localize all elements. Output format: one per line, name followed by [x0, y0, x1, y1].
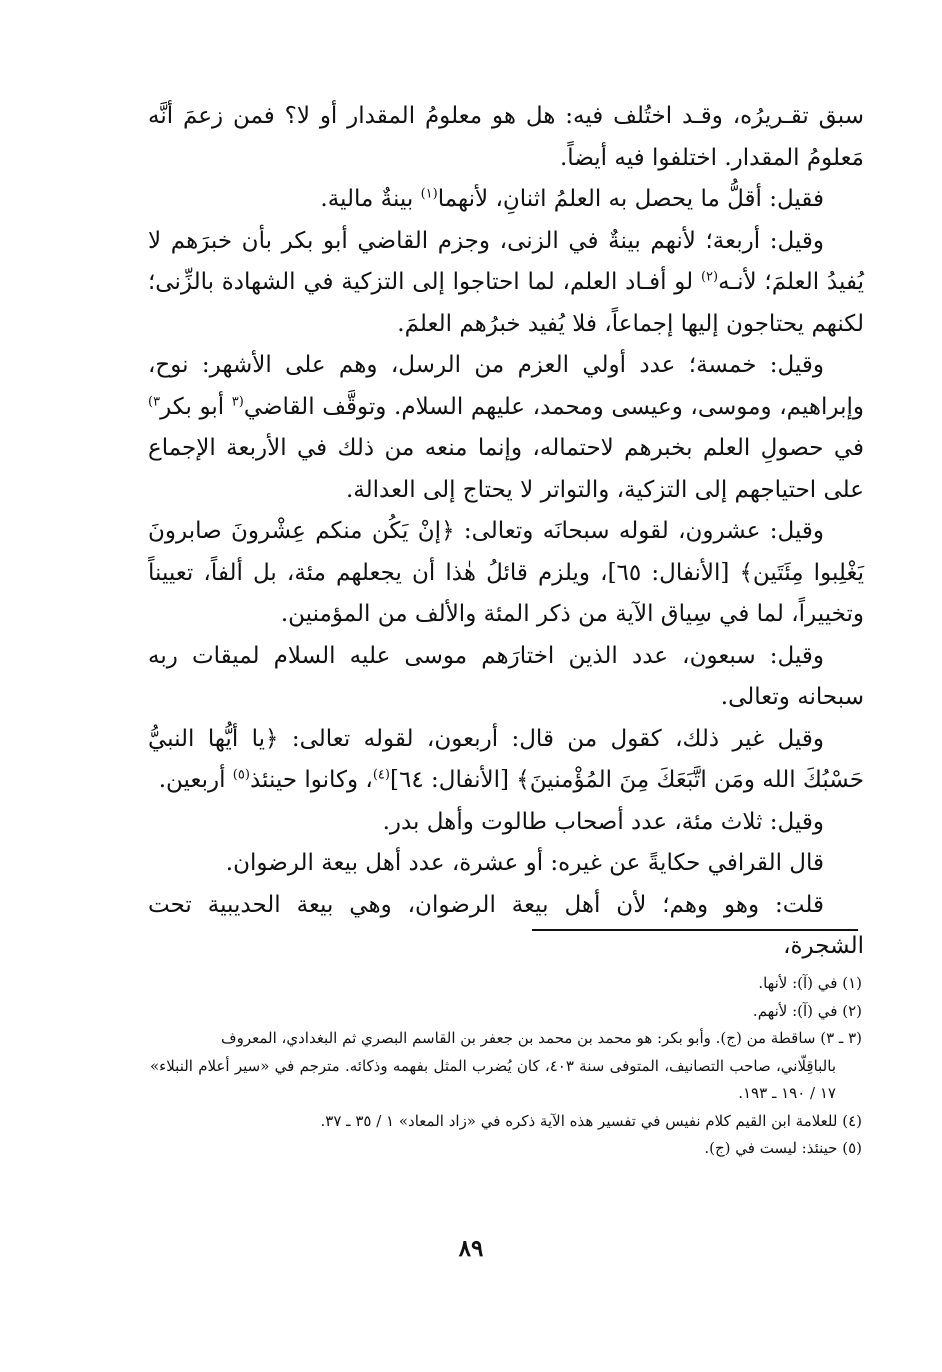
- paragraph-7: وقيل غير ذلك، كقول من قال: أربعون، لقوله تعالى: ﴿يا أيُّها النبيُّ حَسْبُكَ الله ومَن اتَّبَعَكَ مِنَ المُؤْمنينَ﴾ [الأنفال: ٦٤]$^{(٤)}$، وكانوا حينئذ$^{(٥)}$ أربعين.: [148, 725, 864, 793]
- footnote-ref-4: (٤): [372, 767, 390, 783]
- footnote-ref-5: (٥): [232, 767, 250, 783]
- footnote-4: (٤) للعلامة ابن القيم كلام نفيس في تفسير هذه الآية ذكره في «زاد المعاد» ١ / ٣٥ ـ ٣٧.: [320, 1111, 862, 1130]
- footnote-1: (١) في (آ): لأنها.: [758, 974, 862, 992]
- paragraph-6: وقيل: سبعون، عدد الذين اختارَهم موسى عليه السلام لميقات ربه سبحانه وتعالى.: [148, 642, 864, 710]
- paragraph-5: وقيل: عشرون، لقوله سبحانَه وتعالى: ﴿إنْ يَكُن منكم عِشْرونَ صابرونَ يَغْلِبوا مِئَتَين﴾ [الأنفال: ٦٥]، ويلزم قائلُ هٰذا أن يجعلهم مئة، بل ألفاً، تعييناً وتخييراً، لما في سِياق الآية من ذكر المئة والألف من المؤمنين.: [148, 518, 864, 627]
- footnotes: [150, 970, 862, 1163]
- footnote-separator: [532, 929, 858, 931]
- paragraph-8: وقيل: ثلاث مئة، عدد أصحاب طالوت وأهل بدر.: [382, 808, 824, 835]
- paragraph-1: سبق تقـريرُه، وقـد اختُلف فيه: هل هو معلومُ المقدار أو لا؟ فمن زعمَ أنَّه مَعلومُ المقدار. اختلفوا فيه أيضاً.: [148, 103, 864, 171]
- paragraph-3: وقيل: أربعة؛ لأنهم بينةٌ في الزنى، وجزم القاضي أبو بكر بأن خبرَهم لا يُفيدُ العلمَ؛ لأنـه$^{(٢)}$ لو أفـاد العلم، لما احتاجوا إلى التزكية في الشهادة بالزِّنى؛ لكنهم يحتاجون إليها إجماعاً، فلا يُفيد خبرُهم العلمَ.: [148, 227, 864, 337]
- footnote-ref-3-end: ٣): [148, 393, 161, 409]
- paragraph-2: فقيل: أقلُّ ما يحصل به العلمُ اثنانِ، لأنهما$^{(١)}$ بينةٌ مالية.: [320, 186, 824, 212]
- footnote-2: (٢) في (آ): لأنهم.: [752, 1001, 862, 1020]
- footnote-3-continued: بالباقِلّاني، صاحب التصانيف، المتوفى سنة ٤٠٣، كان يُضرب المثل بفهمه وذكائه. مترجم في «سير أعلام النبلاء» ١٧ / ١٩٠ ـ ١٩٣.: [150, 1056, 836, 1102]
- footnote-ref-1: (١): [420, 186, 438, 202]
- paragraph-10: قلت: وهو وهم؛ لأن أهل بيعة الرضوان، وهي بيعة الحديبية تحت الشجرة،: [148, 891, 864, 959]
- footnote-ref-2: (٢): [700, 269, 719, 285]
- footnote-ref-3-start: (٣: [231, 393, 244, 409]
- main-text: [148, 96, 864, 968]
- footnote-5: (٥) حينئذ: ليست في (ج).: [704, 1139, 862, 1157]
- paragraph-4: وقيل: خمسة؛ عدد أولي العزم من الرسل، وهم على الأشهر: نوح، وإبراهيم، وموسى، وعيسى ومحمد، عليهم السلام. وتوقَّف القاضي$^{(٣}$ أبو بكر$^{٣)}$ في حصولِ العلم بخبرهم لاحتماله، وإنما منعه من ذلك في الأربعة الإجماع على احتياجهم إلى التزكية، والتواتر لا يحتاج إلى العدالة.: [148, 352, 864, 503]
- footnote-3: (٣ ـ ٣) ساقطة من (ج). وأبو بكر: هو محمد بن محمد بن جعفر بن القاسم البصري ثم البغدادي، المعروف: [221, 1029, 862, 1047]
- paragraph-9: قال القرافي حكايةً عن غيره: أو عشرة، عدد أهل بيعة الرضوان.: [225, 850, 824, 876]
- page-number: ٨٩: [458, 1235, 484, 1262]
